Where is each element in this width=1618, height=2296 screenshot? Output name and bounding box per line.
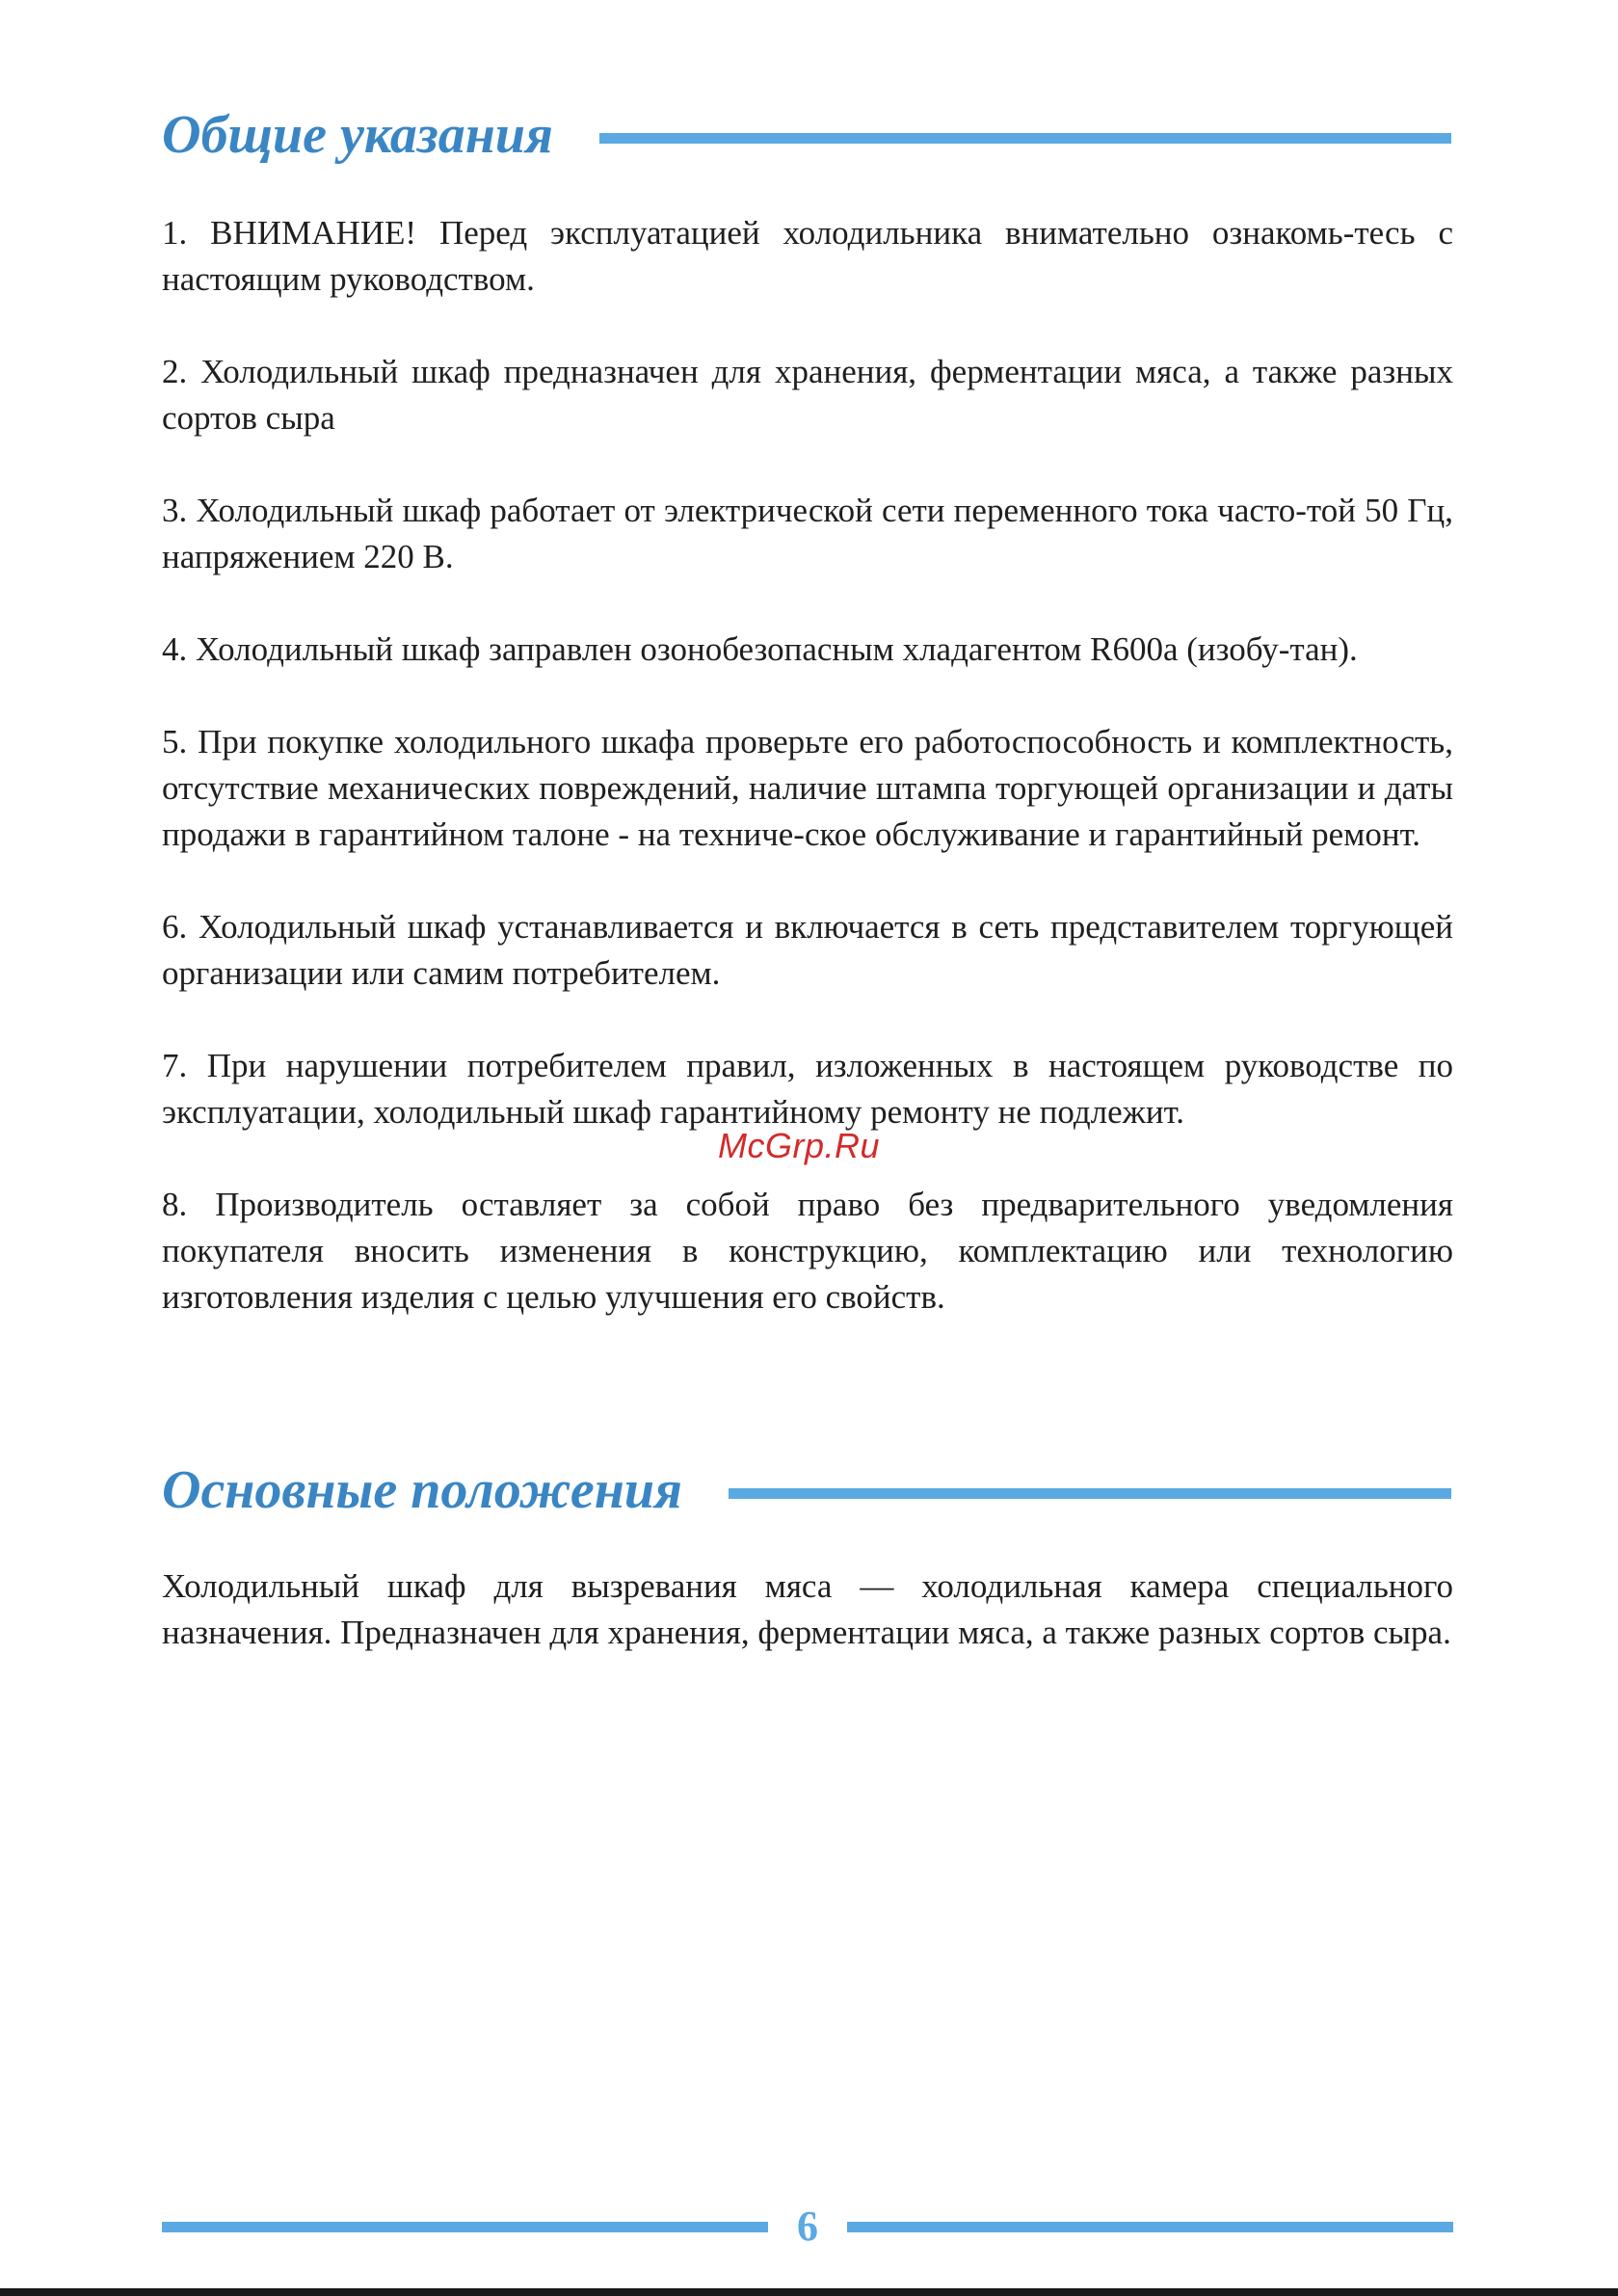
watermark: McGrp.Ru: [718, 1126, 881, 1165]
instruction-item: 2. Холодильный шкаф предназначен для хранения, ферментации мяса, а также разных сортов сыра: [162, 353, 1453, 437]
instruction-item: 5. При покупке холодильного шкафа проверьте его работоспособность и комплектность, отсутствие механических повреждений, наличие штампа торгующей организации и даты продажи в гарантийном талоне - на техниче-ское обслуживание и гарантийный ремонт.: [162, 723, 1453, 853]
instruction-item: 6. Холодильный шкаф устанавливается и включается в сеть представителем торгующей организации или самим потребителем.: [162, 908, 1453, 992]
instruction-item: 7. При нарушении потребителем правил, изложенных в настоящем руководстве по эксплуатации, холодильный шкаф гарантийному ремонту не подлежит.: [162, 1047, 1453, 1131]
heading-rule: [599, 133, 1451, 144]
section-title-general: Общие указания: [162, 105, 553, 165]
footer-rule-left: [162, 2222, 768, 2232]
section-title-basic: Основные положения: [162, 1460, 682, 1520]
heading-rule: [729, 1488, 1451, 1499]
basic-provisions-text: [162, 1563, 1453, 1656]
paragraph: Холодильный шкаф для вызревания мяса — холодильная камера специального назначения. Предназначен для хранения, ферментации мяса, а также разных сортов сыра.: [162, 1567, 1453, 1651]
instruction-item: 8. Производитель оставляет за собой право без предварительного уведомления покупателя вносить изменения в конструкцию, комплектацию или технологию изготовления изделия с целью улучшения его свойств.: [162, 1186, 1453, 1316]
section-heading-general: [162, 96, 1453, 174]
instruction-item: 1. ВНИМАНИЕ! Перед эксплуатацией холодильника внимательно ознакомь-тесь с настоящим руководством.: [162, 214, 1453, 298]
page-number: 6: [797, 2203, 818, 2250]
instruction-item: 3. Холодильный шкаф работает от электрической сети переменного тока часто-той 50 Гц, напряжением 220 В.: [162, 492, 1453, 575]
instruction-item: 4. Холодильный шкаф заправлен озонобезопасным хладагентом R600a (изобу-тан).: [162, 630, 1358, 668]
section-heading-basic: [162, 1452, 1453, 1529]
footer-rule-right: [847, 2222, 1453, 2232]
page-bottom-edge: [0, 2288, 1618, 2296]
page-footer: [162, 2198, 1453, 2256]
